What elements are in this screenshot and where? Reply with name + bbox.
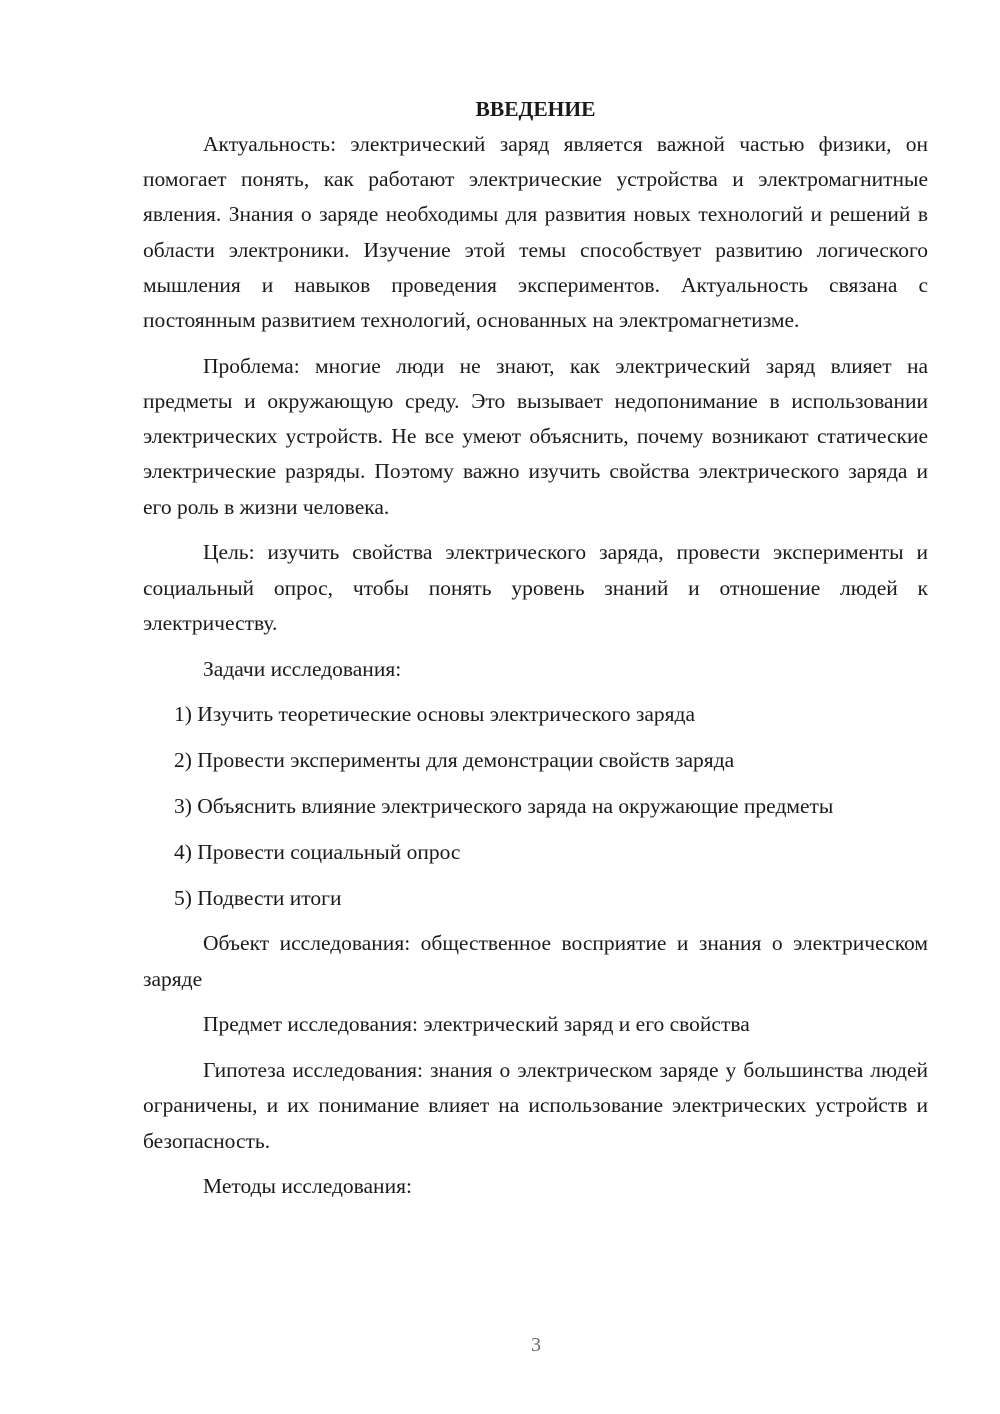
tasks-heading: Задачи исследования: bbox=[203, 656, 402, 681]
section-title: ВВЕДЕНИЕ bbox=[475, 97, 596, 121]
task-item-4: 4) Провести социальный опрос bbox=[174, 839, 461, 864]
paragraph-goal: Цель: изучить свойства электрического заряда, провести эксперименты и социальный опрос, чтобы понять уровень знаний и отношение людей к электричеству. bbox=[143, 540, 928, 635]
task-item-1: 1) Изучить теоретические основы электрического заряда bbox=[174, 702, 696, 727]
paragraph-subject: Предмет исследования: электрический заряд и его свойства bbox=[203, 1012, 750, 1037]
page-number: 3 bbox=[531, 1334, 541, 1356]
document-page bbox=[143, 92, 928, 1215]
task-item-5: 5) Подвести итоги bbox=[174, 885, 342, 910]
task-item-3: 3) Объяснить влияние электрического заряда на окружающие предметы bbox=[174, 794, 834, 819]
paragraph-object: Объект исследования: общественное восприятие и знания о электрическом заряде bbox=[143, 931, 928, 991]
task-item-2: 2) Провести эксперименты для демонстрации свойств заряда bbox=[174, 748, 735, 773]
paragraph-problem: Проблема: многие люди не знают, как электрический заряд влияет на предметы и окружающую среду. Это вызывает недопонимание в использовании электрических устройств. Не все умеют объяснить, почему возникают статические электрические разряды. Поэтому важно изучить свойства электрического заряда и его роль в жизни человека. bbox=[143, 353, 928, 519]
paragraph-relevance: Актуальность: электрический заряд является важной частью физики, он помогает понять, как работают электрические устройства и электромагнитные явления. Знания о заряде необходимы для развития новых технологий и решений в области электроники. Изучение этой темы способствует развитию логического мышления и навыков проведения экспериментов. Актуальность связана с постоянным развитием технологий, основанных на электромагнетизме. bbox=[143, 132, 928, 333]
methods-heading: Методы исследования: bbox=[203, 1174, 412, 1199]
paragraph-hypothesis: Гипотеза исследования: знания о электрическом заряде у большинства людей ограничены, и их понимание влияет на использование электрических устройств и безопасность. bbox=[143, 1058, 928, 1153]
